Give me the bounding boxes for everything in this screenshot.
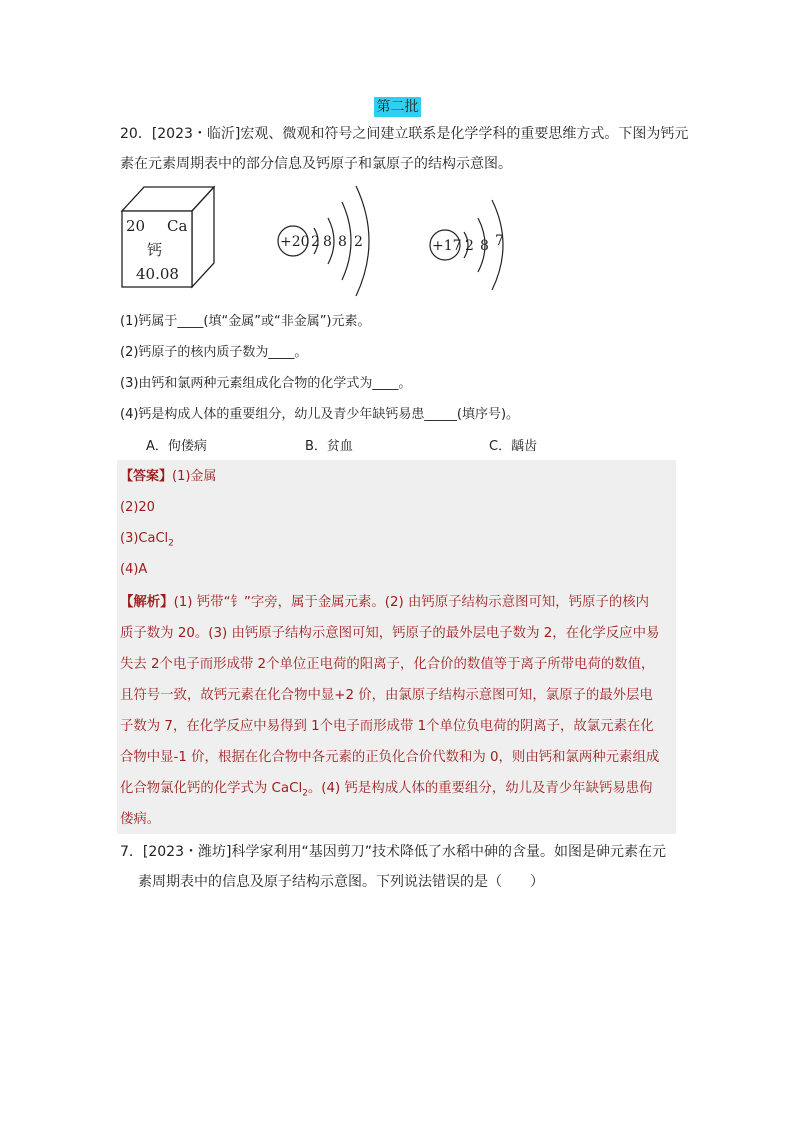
chlorine-atom-diagram — [426, 192, 526, 292]
analysis-line-2: 质子数为 20。(3) 由钙原子结构示意图可知，钙原子的最外层电子数为 2，在化学反应中易 — [120, 626, 660, 641]
analysis-line-7-prefix: 化合物氯化钙的化学式为 CaCl — [120, 781, 303, 796]
chlorine-nucleus-charge: +17 — [432, 238, 462, 254]
analysis-line-1 — [120, 594, 649, 612]
answer-label: 【答案】 — [120, 469, 173, 484]
chlorine-shell-electrons: 2 — [465, 238, 474, 254]
calcium-shell-electrons: 2 — [311, 234, 320, 250]
question-20-stem-line-2: 素在元素周期表中的部分信息及钙原子和氯原子的结构示意图。 — [120, 156, 512, 172]
analysis-line-6: 合物中显-1 价，根据在化合物中各元素的正负化合价代数和为 0，则由钙和氯两种元素组成 — [120, 750, 660, 765]
element-card-calcium — [118, 183, 218, 291]
question-7-stem-line-1: 7．[2023・潍坊]科学家利用“基因剪刀”技术降低了水稻中砷的含量。如图是砷元素在元 — [120, 844, 666, 860]
sub-question-1: (1)钙属于____(填“金属”或“非金属”)元素。 — [120, 314, 371, 329]
element-mass: 40.08 — [136, 265, 179, 283]
question-20-stem-line-1: 20．[2023・临沂]宏观、微观和符号之间建立联系是化学学科的重要思维方式。下图为钙元 — [120, 126, 689, 142]
batch-label: 第二批 — [374, 97, 421, 117]
element-name: 钙 — [147, 241, 163, 259]
analysis-line-8: 偻病。 — [120, 812, 161, 827]
answer-1 — [120, 468, 216, 486]
analysis-line-7-suffix: 。(4) 钙是构成人体的重要组分，幼儿及青少年缺钙易患佝 — [307, 781, 653, 796]
sub-question-2: (2)钙原子的核内质子数为____。 — [120, 345, 308, 360]
chlorine-shell-electrons: 8 — [480, 238, 489, 254]
choice-a: A．佝偻病 — [146, 439, 207, 454]
question-7-stem-line-2: 素周期表中的信息及原子结构示意图。下列说法错误的是（ ） — [138, 874, 544, 890]
calcium-atom-diagram — [274, 182, 394, 300]
analysis-line-5: 子数为 7，在化学反应中易得到 1个电子而形成带 1个单位负电荷的阴离子，故氯元素在化 — [120, 719, 654, 734]
analysis-line-7-subscript: 2 — [302, 788, 308, 799]
analysis-line-7 — [120, 780, 653, 803]
calcium-shell-electrons: 8 — [338, 234, 347, 250]
sub-question-3: (3)由钙和氯两种元素组成化合物的化学式为____。 — [120, 376, 412, 391]
chlorine-shell-electrons: 7 — [495, 233, 504, 249]
answer-3-text: (3)CaCl — [120, 531, 169, 546]
analysis-label: 【解析】 — [120, 595, 174, 610]
answer-1-text: (1)金属 — [172, 469, 217, 484]
answer-3 — [120, 530, 174, 553]
answer-2: (2)20 — [120, 500, 155, 515]
element-number: 20 — [126, 217, 146, 235]
answer-panel — [117, 460, 676, 834]
choice-b: B．贫血 — [305, 439, 353, 454]
sub-question-4: (4)钙是构成人体的重要组分，幼儿及青少年缺钙易患_____(填序号)。 — [120, 407, 520, 422]
choice-c: C．龋齿 — [489, 439, 538, 454]
analysis-line-4: 且符号一致，故钙元素在化合物中显+2 价，由氯原子结构示意图可知，氯原子的最外层电 — [120, 688, 653, 703]
answer-4: (4)A — [120, 562, 148, 577]
answer-3-subscript: 2 — [168, 538, 174, 549]
calcium-nucleus-charge: +20 — [280, 234, 310, 250]
calcium-shell-electrons: 8 — [323, 234, 332, 250]
analysis-line-3: 失去 2个电子而形成带 2个单位正电荷的阳离子，化合价的数值等于离子所带电荷的数值， — [120, 657, 655, 672]
calcium-shell-electrons: 2 — [354, 234, 363, 250]
element-symbol: Ca — [167, 217, 188, 235]
analysis-line-1-text: (1) 钙带“钅”字旁，属于金属元素。(2) 由钙原子结构示意图可知，钙原子的核内 — [173, 595, 649, 610]
